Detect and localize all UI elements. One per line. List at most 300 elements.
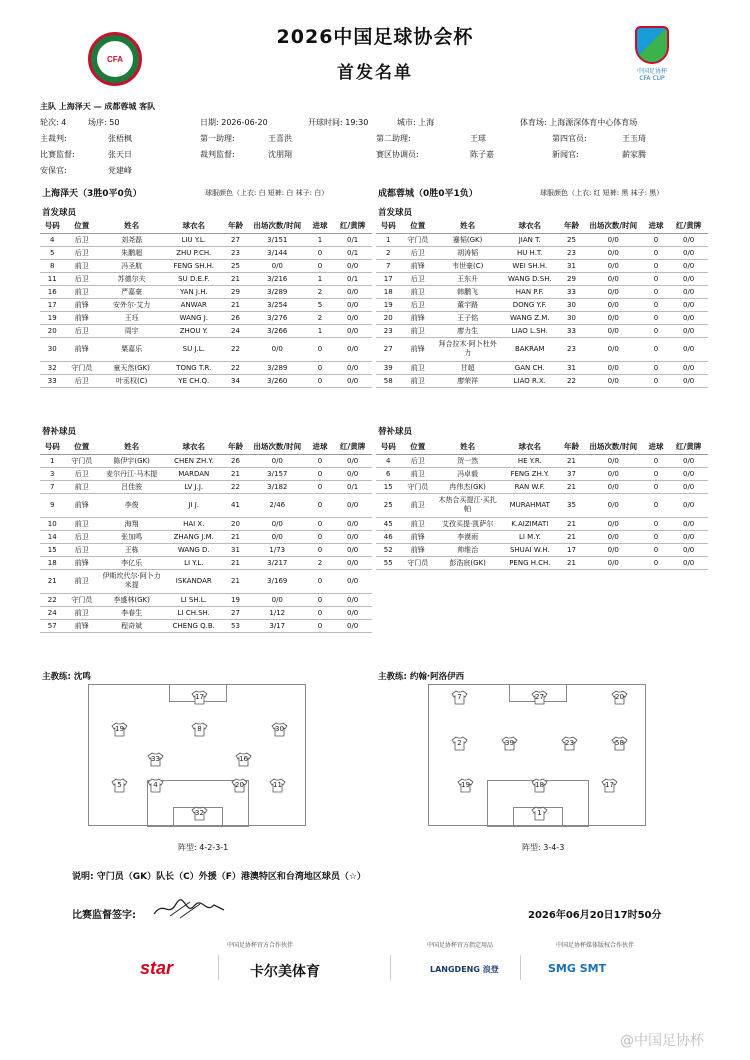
table-row xyxy=(40,569,372,593)
ref-assessor-label: 裁判监督: xyxy=(200,150,235,159)
cell-goals: 0 xyxy=(307,517,333,530)
cell-shirt-name: LIAO L.SH. xyxy=(500,324,559,337)
jersey-number: 39 xyxy=(505,739,514,747)
cell-shirt-name: HAN P.F. xyxy=(500,285,559,298)
cell-goals: 0 xyxy=(643,480,669,493)
cell-goals: 0 xyxy=(643,467,669,480)
cell-number: 30 xyxy=(40,337,64,361)
cell-name: 吕佳骏 xyxy=(99,480,164,493)
player-jersey-icon xyxy=(269,778,286,793)
col-header-cards: 红/黄牌 xyxy=(669,219,708,233)
cell-goals: 0 xyxy=(643,493,669,517)
cell-cards: 0/0 xyxy=(333,517,372,530)
table-row xyxy=(40,556,372,569)
cell-cards: 0/0 xyxy=(669,374,708,387)
cell-name: 木热合买提江·买扎帕 xyxy=(435,493,500,517)
table-row xyxy=(376,361,708,374)
cell-name: 李俊 xyxy=(99,493,164,517)
cell-name: 甘超 xyxy=(435,361,500,374)
away-formation-pitch xyxy=(428,684,646,826)
cell-number: 17 xyxy=(376,272,400,285)
cell-shirt-name: ZHANG J.M. xyxy=(164,530,223,543)
cell-number: 3 xyxy=(40,467,64,480)
player-jersey-icon xyxy=(191,722,208,737)
venue: 体育场: 上海源深体育中心体育场 xyxy=(520,118,638,127)
jersey-number: 19 xyxy=(115,725,124,733)
cell-age: 35 xyxy=(559,493,583,517)
cell-number: 18 xyxy=(376,285,400,298)
cell-age: 21 xyxy=(223,467,247,480)
press-officer: 薪家腾 xyxy=(622,150,646,159)
cell-number: 20 xyxy=(376,311,400,324)
table-row xyxy=(40,298,372,311)
away-formation: 阵型: 3-4-3 xyxy=(522,843,565,852)
cell-goals: 0 xyxy=(307,337,333,361)
cell-cards: 0/0 xyxy=(333,543,372,556)
cell-name: 冯卓毅 xyxy=(435,467,500,480)
cfa-cup-logo xyxy=(628,26,676,84)
cell-shirt-name: CHENG Q.B. xyxy=(164,619,223,632)
player-jersey-icon xyxy=(451,690,468,705)
cell-name: 粟嘉乐 xyxy=(99,337,164,361)
cell-cards: 0/0 xyxy=(333,467,372,480)
jersey-number: 7 xyxy=(457,693,462,701)
cup-logo-cn: 中国足协杯 xyxy=(636,68,667,75)
cell-apps: 0/0 xyxy=(584,374,643,387)
cell-goals: 0 xyxy=(643,454,669,467)
cell-shirt-name: BAKRAM xyxy=(500,337,559,361)
cell-apps: 3/182 xyxy=(248,480,307,493)
cell-apps: 0/0 xyxy=(248,517,307,530)
round: 轮次: 4 xyxy=(40,118,67,127)
cell-number: 24 xyxy=(40,606,64,619)
cell-number: 33 xyxy=(40,374,64,387)
cell-number: 32 xyxy=(40,361,64,374)
cell-number: 25 xyxy=(376,493,400,517)
player-jersey-icon xyxy=(611,690,628,705)
cell-age: 31 xyxy=(559,259,583,272)
cell-cards: 0/0 xyxy=(669,530,708,543)
cell-cards: 0/0 xyxy=(333,530,372,543)
cell-apps: 3/217 xyxy=(248,556,307,569)
cell-name: 严嘉豪 xyxy=(99,285,164,298)
cell-apps: 0/0 xyxy=(248,454,307,467)
cell-age: 37 xyxy=(559,467,583,480)
cell-number: 17 xyxy=(40,298,64,311)
col-header-age: 年龄 xyxy=(559,219,583,233)
cell-goals: 2 xyxy=(307,285,333,298)
cell-goals: 0 xyxy=(643,324,669,337)
table-row xyxy=(40,517,372,530)
weibo-watermark: @中国足协杯 xyxy=(620,1033,704,1049)
jersey-number: 20 xyxy=(235,781,244,789)
cell-shirt-name: LI CH.SH. xyxy=(164,606,223,619)
home-kit-colors: 球服颜色（上衣: 白 短裤: 白 袜子: 白） xyxy=(205,189,329,197)
cell-cards: 0/0 xyxy=(333,493,372,517)
col-header-cards: 红/黄牌 xyxy=(669,440,708,454)
cell-cards: 0/0 xyxy=(669,517,708,530)
cell-position: 前卫 xyxy=(64,517,99,530)
player-jersey-icon xyxy=(191,690,208,705)
col-header-cards: 红/黄牌 xyxy=(333,219,372,233)
player-jersey-icon xyxy=(231,778,248,793)
cell-position: 前卫 xyxy=(64,259,99,272)
cell-position: 前锋 xyxy=(400,311,435,324)
match-date: 日期: 2026-06-20 xyxy=(200,118,268,127)
ref-assessor: 沈朋翔 xyxy=(268,150,292,159)
cell-goals: 0 xyxy=(643,233,669,246)
cell-apps: 0/0 xyxy=(584,543,643,556)
home-coach: 主教练: 沈鸣 xyxy=(42,672,91,682)
cell-age: 21 xyxy=(559,480,583,493)
cell-apps: 0/0 xyxy=(584,298,643,311)
jersey-number: 16 xyxy=(239,755,248,763)
col-header-name: 姓名 xyxy=(435,219,500,233)
cell-age: 53 xyxy=(223,619,247,632)
cell-number: 4 xyxy=(376,454,400,467)
col-header-age: 年龄 xyxy=(223,219,247,233)
cell-position: 守门员 xyxy=(64,454,99,467)
cell-number: 27 xyxy=(376,337,400,361)
cell-age: 21 xyxy=(559,530,583,543)
cell-position: 后卫 xyxy=(64,543,99,556)
cell-position: 后卫 xyxy=(400,454,435,467)
col-header-position: 位置 xyxy=(64,219,99,233)
cell-age: 24 xyxy=(223,324,247,337)
cell-position: 后卫 xyxy=(400,246,435,259)
referee-label: 主裁判: xyxy=(40,134,67,143)
cfa-logo-text: CFA xyxy=(97,41,133,77)
cell-name: 安外尔·艾力 xyxy=(99,298,164,311)
cell-cards: 0/1 xyxy=(333,246,372,259)
cell-cards: 0/0 xyxy=(333,285,372,298)
cell-goals: 0 xyxy=(307,361,333,374)
player-jersey-icon xyxy=(601,778,618,793)
cell-number: 14 xyxy=(40,530,64,543)
cell-cards: 0/0 xyxy=(669,337,708,361)
city: 城市: 上海 xyxy=(397,118,435,127)
cell-name: 王珏 xyxy=(99,311,164,324)
cell-number: 19 xyxy=(376,298,400,311)
cell-goals: 0 xyxy=(307,493,333,517)
cell-cards: 0/0 xyxy=(333,569,372,593)
security-label: 安保官: xyxy=(40,166,67,175)
away-subs-table xyxy=(376,440,708,570)
cell-position: 后卫 xyxy=(64,272,99,285)
cell-cards: 0/0 xyxy=(333,259,372,272)
cell-cards: 0/0 xyxy=(669,246,708,259)
jersey-number: 20 xyxy=(615,693,624,701)
cell-number: 22 xyxy=(40,593,64,606)
cell-name: 叶丞权(C) xyxy=(99,374,164,387)
cell-position: 后卫 xyxy=(64,246,99,259)
cell-age: 31 xyxy=(223,543,247,556)
cell-shirt-name: WANG J. xyxy=(164,311,223,324)
cell-number: 8 xyxy=(40,259,64,272)
cell-number: 21 xyxy=(40,569,64,593)
jersey-number: 23 xyxy=(565,739,574,747)
cell-goals: 0 xyxy=(643,298,669,311)
table-row xyxy=(40,619,372,632)
cell-number: 18 xyxy=(40,556,64,569)
col-header-name: 姓名 xyxy=(99,440,164,454)
cell-age: 25 xyxy=(223,259,247,272)
sponsor-divider xyxy=(218,955,219,980)
cell-position: 前卫 xyxy=(64,480,99,493)
cell-apps: 3/289 xyxy=(248,285,307,298)
cell-shirt-name: JIAN T. xyxy=(500,233,559,246)
table-row xyxy=(40,606,372,619)
cell-position: 前卫 xyxy=(400,467,435,480)
cell-position: 后卫 xyxy=(64,530,99,543)
jersey-number: 2 xyxy=(457,739,462,747)
cell-shirt-name: YE CH.Q. xyxy=(164,374,223,387)
cell-position: 前卫 xyxy=(64,569,99,593)
table-row xyxy=(376,233,708,246)
cell-shirt-name: PENG H.CH. xyxy=(500,556,559,569)
jersey-number: 27 xyxy=(535,693,544,701)
home-formation-pitch xyxy=(88,684,306,826)
table-row xyxy=(40,337,372,361)
jersey-number: 30 xyxy=(275,725,284,733)
cell-position: 前卫 xyxy=(400,324,435,337)
table-row xyxy=(376,467,708,480)
cell-name: 冯圣航 xyxy=(99,259,164,272)
col-header-shirt-name: 球衣名 xyxy=(164,219,223,233)
cell-age: 31 xyxy=(559,361,583,374)
cell-apps: 0/0 xyxy=(584,467,643,480)
cell-cards: 0/0 xyxy=(669,361,708,374)
cell-goals: 0 xyxy=(643,259,669,272)
table-row xyxy=(40,374,372,387)
cell-name: 刘尧磊 xyxy=(99,233,164,246)
cell-shirt-name: HAI X. xyxy=(164,517,223,530)
cell-age: 22 xyxy=(223,337,247,361)
cell-position: 前锋 xyxy=(64,556,99,569)
cell-age: 30 xyxy=(559,298,583,311)
cell-shirt-name: WANG D. xyxy=(164,543,223,556)
cell-apps: 0/0 xyxy=(584,480,643,493)
cell-goals: 2 xyxy=(307,311,333,324)
cell-position: 前锋 xyxy=(64,298,99,311)
cell-shirt-name: ZHOU Y. xyxy=(164,324,223,337)
cell-shirt-name: HE Y.R. xyxy=(500,454,559,467)
cell-goals: 0 xyxy=(307,619,333,632)
table-row xyxy=(40,246,372,259)
officials-row-2 xyxy=(40,149,720,162)
cell-goals: 0 xyxy=(307,467,333,480)
cell-goals: 5 xyxy=(307,298,333,311)
page-title: 2026中国足球协会杯 xyxy=(276,26,474,48)
player-jersey-icon xyxy=(147,778,164,793)
cell-position: 前卫 xyxy=(400,285,435,298)
cell-number: 1 xyxy=(376,233,400,246)
cell-cards: 0/0 xyxy=(669,493,708,517)
coordinator: 陈子嘉 xyxy=(470,150,494,159)
cell-shirt-name: DONG Y.F. xyxy=(500,298,559,311)
ar2: 王球 xyxy=(470,134,486,143)
player-jersey-icon xyxy=(235,752,252,767)
cell-cards: 0/1 xyxy=(333,480,372,493)
cell-goals: 0 xyxy=(643,272,669,285)
cell-age: 33 xyxy=(559,324,583,337)
col-header-position: 位置 xyxy=(400,219,435,233)
cell-apps: 0/0 xyxy=(248,530,307,543)
jersey-number: 5 xyxy=(117,781,122,789)
cell-cards: 0/0 xyxy=(669,454,708,467)
cell-goals: 2 xyxy=(307,556,333,569)
home-formation: 阵型: 4-2-3-1 xyxy=(178,843,229,852)
table-row xyxy=(376,543,708,556)
cell-position: 后卫 xyxy=(64,324,99,337)
cell-goals: 0 xyxy=(643,311,669,324)
cell-name: 陈伊宇(GK) xyxy=(99,454,164,467)
col-header-number: 号码 xyxy=(40,219,64,233)
col-header-goals: 进球 xyxy=(643,440,669,454)
player-jersey-icon xyxy=(531,690,548,705)
cell-number: 58 xyxy=(376,374,400,387)
signature-label: 比赛监督签字: xyxy=(72,910,136,921)
cell-shirt-name: RAN W.F. xyxy=(500,480,559,493)
col-header-goals: 进球 xyxy=(643,219,669,233)
cell-age: 21 xyxy=(223,569,247,593)
player-jersey-icon xyxy=(561,736,578,751)
cell-shirt-name: SU D.E.F. xyxy=(164,272,223,285)
cell-name: 李漠雨 xyxy=(435,530,500,543)
cell-cards: 0/0 xyxy=(333,606,372,619)
cell-name: 朱鹏超 xyxy=(99,246,164,259)
col-header-age: 年龄 xyxy=(559,440,583,454)
cell-shirt-name: LV J.J. xyxy=(164,480,223,493)
cell-cards: 0/0 xyxy=(669,285,708,298)
player-jersey-icon xyxy=(111,722,128,737)
cell-shirt-name: K.AIZIMATI xyxy=(500,517,559,530)
cell-name: 董宇路 xyxy=(435,298,500,311)
cell-age: 21 xyxy=(223,298,247,311)
cell-name: 李春生 xyxy=(99,606,164,619)
cell-age: 22 xyxy=(223,361,247,374)
cell-position: 后卫 xyxy=(64,467,99,480)
col-header-shirt-name: 球衣名 xyxy=(500,219,559,233)
cell-age: 17 xyxy=(559,543,583,556)
cell-number: 46 xyxy=(376,530,400,543)
sponsor-divider xyxy=(520,955,521,980)
cell-position: 前卫 xyxy=(64,285,99,298)
jersey-number: 18 xyxy=(535,781,544,789)
cell-number: 2 xyxy=(376,246,400,259)
table-row xyxy=(40,259,372,272)
cell-number: 55 xyxy=(376,556,400,569)
commissioner: 张天日 xyxy=(108,150,132,159)
table-row xyxy=(40,233,372,246)
cell-name: 王东升 xyxy=(435,272,500,285)
cell-position: 前卫 xyxy=(400,517,435,530)
cell-name: 周宇 xyxy=(99,324,164,337)
cell-apps: 0/0 xyxy=(584,361,643,374)
cell-age: 21 xyxy=(223,272,247,285)
smg-logo: SMG SMT xyxy=(548,962,607,975)
cell-name: 帅维治 xyxy=(435,543,500,556)
cell-position: 后卫 xyxy=(400,272,435,285)
player-jersey-icon xyxy=(501,736,518,751)
cell-age: 33 xyxy=(559,285,583,298)
cell-name: 胡涛韬 xyxy=(435,246,500,259)
commissioner-label: 比赛监督: xyxy=(40,150,75,159)
cell-cards: 0/0 xyxy=(669,324,708,337)
signature-image xyxy=(150,896,230,922)
cup-shield-icon xyxy=(635,26,669,64)
table-row xyxy=(40,361,372,374)
cell-shirt-name: TONG T.R. xyxy=(164,361,223,374)
away-team-name: 成都蓉城（0胜0平1负） xyxy=(378,189,478,199)
cell-apps: 0/0 xyxy=(584,493,643,517)
cell-cards: 0/0 xyxy=(669,480,708,493)
cell-shirt-name: GAN CH. xyxy=(500,361,559,374)
col-header-name: 姓名 xyxy=(99,219,164,233)
home-subs-label: 替补球员 xyxy=(42,427,77,437)
cell-goals: 0 xyxy=(307,543,333,556)
cell-apps: 0/0 xyxy=(248,337,307,361)
cell-apps: 1/12 xyxy=(248,606,307,619)
cell-apps: 3/266 xyxy=(248,324,307,337)
cell-goals: 0 xyxy=(307,569,333,593)
cell-name: 海翔 xyxy=(99,517,164,530)
cell-position: 前卫 xyxy=(400,374,435,387)
table-row xyxy=(40,272,372,285)
kickoff-time: 开球时间: 19:30 xyxy=(308,118,369,127)
col-header-cards: 红/黄牌 xyxy=(333,440,372,454)
cell-position: 前锋 xyxy=(400,337,435,361)
cell-cards: 0/1 xyxy=(333,272,372,285)
cell-apps: 0/0 xyxy=(584,556,643,569)
jersey-number: 32 xyxy=(195,809,204,817)
cell-number: 1 xyxy=(40,454,64,467)
cell-position: 守门员 xyxy=(64,593,99,606)
cell-age: 23 xyxy=(223,246,247,259)
cell-age: 27 xyxy=(223,606,247,619)
cell-apps: 3/289 xyxy=(248,361,307,374)
cell-apps: 3/254 xyxy=(248,298,307,311)
col-header-shirt-name: 球衣名 xyxy=(500,440,559,454)
jersey-number: 11 xyxy=(273,781,282,789)
cell-apps: 0/0 xyxy=(584,285,643,298)
cell-apps: 2/46 xyxy=(248,493,307,517)
cell-position: 守门员 xyxy=(400,233,435,246)
cell-cards: 0/0 xyxy=(333,593,372,606)
match-info-row xyxy=(40,117,720,130)
officials-row-3 xyxy=(40,165,720,178)
jersey-number: 17 xyxy=(605,781,614,789)
table-row xyxy=(40,324,372,337)
cell-number: 15 xyxy=(376,480,400,493)
player-jersey-icon xyxy=(611,736,628,751)
cell-cards: 0/0 xyxy=(669,543,708,556)
teams-label: 主队 上海泽天 — 成都蓉城 客队 xyxy=(40,102,156,111)
cell-position: 前锋 xyxy=(64,311,99,324)
cell-cards: 0/0 xyxy=(669,272,708,285)
cell-name: 王子铭 xyxy=(435,311,500,324)
cell-shirt-name: FENG SH.H. xyxy=(164,259,223,272)
cell-position: 后卫 xyxy=(64,374,99,387)
jersey-number: 1 xyxy=(537,809,542,817)
fourth-official: 王玉琦 xyxy=(622,134,646,143)
cell-shirt-name: JI J. xyxy=(164,493,223,517)
cell-shirt-name: CHEN ZH.Y. xyxy=(164,454,223,467)
table-row xyxy=(376,246,708,259)
cell-goals: 1 xyxy=(307,272,333,285)
cell-cards: 0/0 xyxy=(333,556,372,569)
fourth-label: 第四官员: xyxy=(552,134,587,143)
